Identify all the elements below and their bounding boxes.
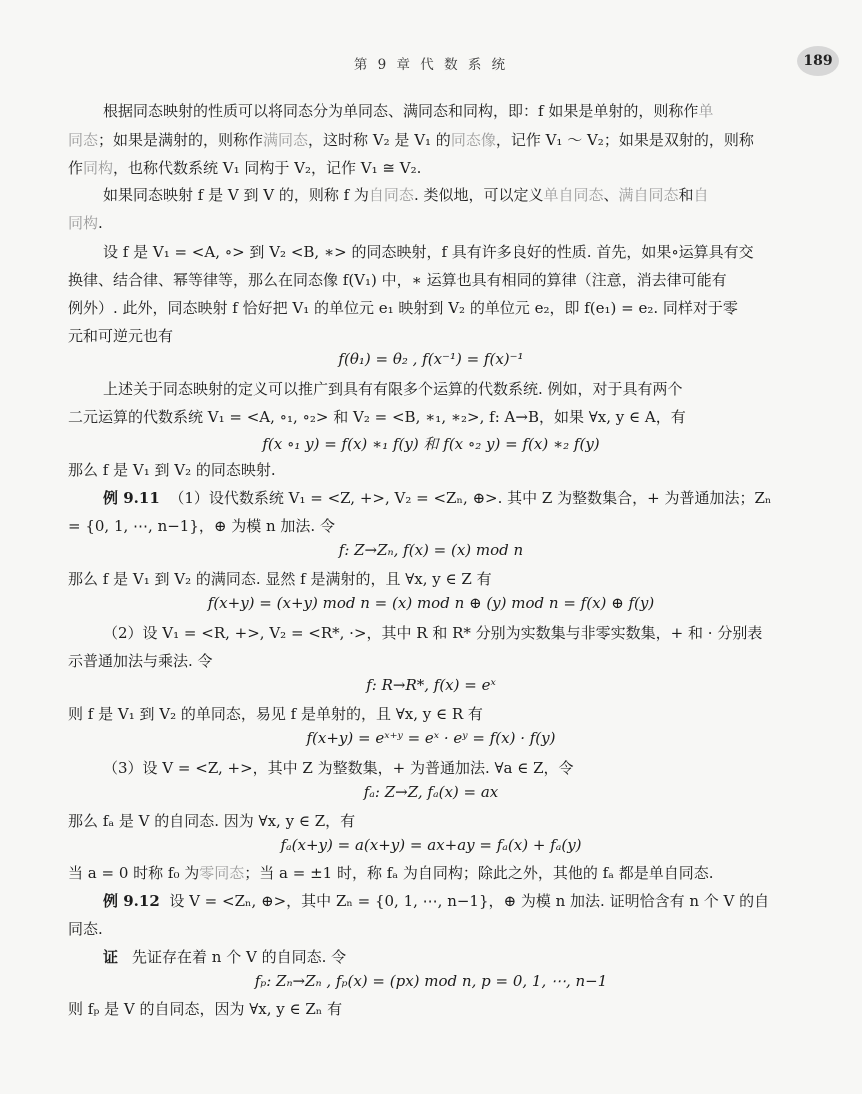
- ex911-line2: = {0, 1, ⋯, n−1}，⊕ 为模 n 加法. 令: [68, 517, 335, 535]
- equation-scale-hom: fₐ(x+y) = a(x+y) = ax+ay = fₐ(x) + fₐ(y): [280, 836, 582, 854]
- ex911-line6: 则 f 是 V₁ 到 V₂ 的单同态，易见 f 是单射的，且 ∀x, y ∈ R 有: [68, 705, 483, 723]
- term-mono-endo: 单自同态: [543, 186, 604, 204]
- para1-line1: 根据同态映射的性质可以将同态分为单同态、满同态和同构，即：f 如果是单射的，则称作单: [103, 102, 714, 120]
- term-mono: 同态: [68, 131, 99, 149]
- equation-exp-map: f: R→R*, f(x) = eˣ: [366, 676, 496, 694]
- para1-line2: 同态；如果是满射的，则称作满同态，这时称 V₂ 是 V₁ 的同态像，记作 V₁ ～ V₂；如果是双射的，则称: [68, 131, 754, 149]
- term-zero-hom: 零同态: [199, 864, 245, 882]
- term-iso: 同构: [83, 159, 114, 177]
- equation-two-ops: f(x ∘₁ y) = f(x) ∗₁ f(y) 和 f(x ∘₂ y) = f(x) ∗₂ f(y): [262, 435, 600, 453]
- ex911-line4: （2）设 V₁ = <R, +>, V₂ = <R*, ·>，其中 R 和 R* 分别为实数集与非零实数集，+ 和 · 分别表: [103, 624, 763, 642]
- equation-scale-map: fₐ: Z→Z, fₐ(x) = ax: [363, 783, 499, 801]
- ex911-line7: （3）设 V = <Z, +>，其中 Z 为整数集，+ 为普通加法. ∀a ∈ Z，令: [103, 759, 574, 777]
- para4-line3: 那么 f 是 V₁ 到 V₂ 的同态映射.: [68, 461, 276, 479]
- para2-line1: 如果同态映射 f 是 V 到 V 的，则称 f 为自同态. 类似地，可以定义单自同态、满自同态和自: [103, 186, 709, 204]
- ex912-line2: 同态.: [68, 920, 103, 938]
- para1-line3: 作同构，也称代数系统 V₁ 同构于 V₂，记作 V₁ ≅ V₂.: [68, 159, 422, 177]
- example-label: 例 9.11: [103, 489, 160, 507]
- ex911-line5: 示普通加法与乘法. 令: [68, 652, 213, 670]
- proof-line1: 证 先证存在着 n 个 V 的自同态. 令: [103, 948, 347, 966]
- para4-line2: 二元运算的代数系统 V₁ = <A, ∘₁, ∘₂> 和 V₂ = <B, ∗₁, ∗₂>, f: A→B，如果 ∀x, y ∈ A，有: [68, 408, 686, 426]
- proof-line2: 则 fₚ 是 V 的自同态，因为 ∀x, y ∈ Zₙ 有: [68, 1000, 343, 1018]
- para3-line1: 设 f 是 V₁ = <A, ∘> 到 V₂ <B, ∗> 的同态映射，f 具有许多良好的性质. 首先，如果∘运算具有交: [103, 243, 754, 261]
- term-endo: 自同态: [368, 186, 414, 204]
- ex912-line1: 例 9.12 设 V = <Zₙ, ⊕>，其中 Zₙ = {0, 1, ⋯, n−1}，⊕ 为模 n 加法. 证明恰含有 n 个 V 的自: [103, 892, 770, 910]
- equation-mod-hom: f(x+y) = (x+y) mod n = (x) mod n ⊕ (y) mod n = f(x) ⊕ f(y): [207, 594, 655, 612]
- ex911-line9: 当 a = 0 时称 f₀ 为零同态；当 a = ±1 时，称 fₐ 为自同构；除此之外，其他的 fₐ 都是单自同态.: [68, 864, 714, 882]
- term-single: 单: [698, 102, 714, 120]
- term-image: 同态像: [450, 131, 496, 149]
- ex911-line3: 那么 f 是 V₁ 到 V₂ 的满同态. 显然 f 是满射的，且 ∀x, y ∈ Z 有: [68, 570, 492, 588]
- equation-identity-inverse: f(θ₁) = θ₂ , f(x⁻¹) = f(x)⁻¹: [338, 350, 524, 368]
- page-number-badge: 189: [797, 46, 839, 76]
- ex911-line1: 例 9.11 （1）设代数系统 V₁ = <Z, +>, V₂ = <Zₙ, ⊕>. 其中 Z 为整数集合，+ 为普通加法；Zₙ: [103, 489, 772, 507]
- para2-line2: 同构.: [68, 214, 103, 232]
- ex911-line8: 那么 fₐ 是 V 的自同态. 因为 ∀x, y ∈ Z，有: [68, 812, 356, 830]
- term-auto: 自: [693, 186, 709, 204]
- equation-exp-hom: f(x+y) = eˣ⁺ʸ = eˣ · eʸ = f(x) · f(y): [306, 729, 556, 747]
- para3-line3: 例外）. 此外，同态映射 f 恰好把 V₁ 的单位元 e₁ 映射到 V₂ 的单位元 e₂，即 f(e₁) = e₂. 同样对于零: [68, 299, 738, 317]
- term-epi-endo: 满自同态: [618, 186, 679, 204]
- para3-line2: 换律、结合律、幂等律等，那么在同态像 f(V₁) 中，∗ 运算也具有相同的算律（注意，消去律可能有: [68, 271, 727, 289]
- equation-mod-map: f: Z→Zₙ, f(x) = (x) mod n: [338, 541, 524, 559]
- example-label: 例 9.12: [103, 892, 160, 910]
- term-epi: 满同态: [263, 131, 309, 149]
- para3-line4: 元和可逆元也有: [68, 327, 174, 345]
- proof-label: 证: [103, 948, 119, 966]
- chapter-header: 第 9 章 代 数 系 统: [353, 57, 509, 73]
- equation-fp-map: fₚ: Zₙ→Zₙ , fₚ(x) = (px) mod n, p = 0, 1, ⋯, n−1: [254, 972, 608, 990]
- para4-line1: 上述关于同态映射的定义可以推广到具有有限多个运算的代数系统. 例如，对于具有两个: [103, 380, 683, 398]
